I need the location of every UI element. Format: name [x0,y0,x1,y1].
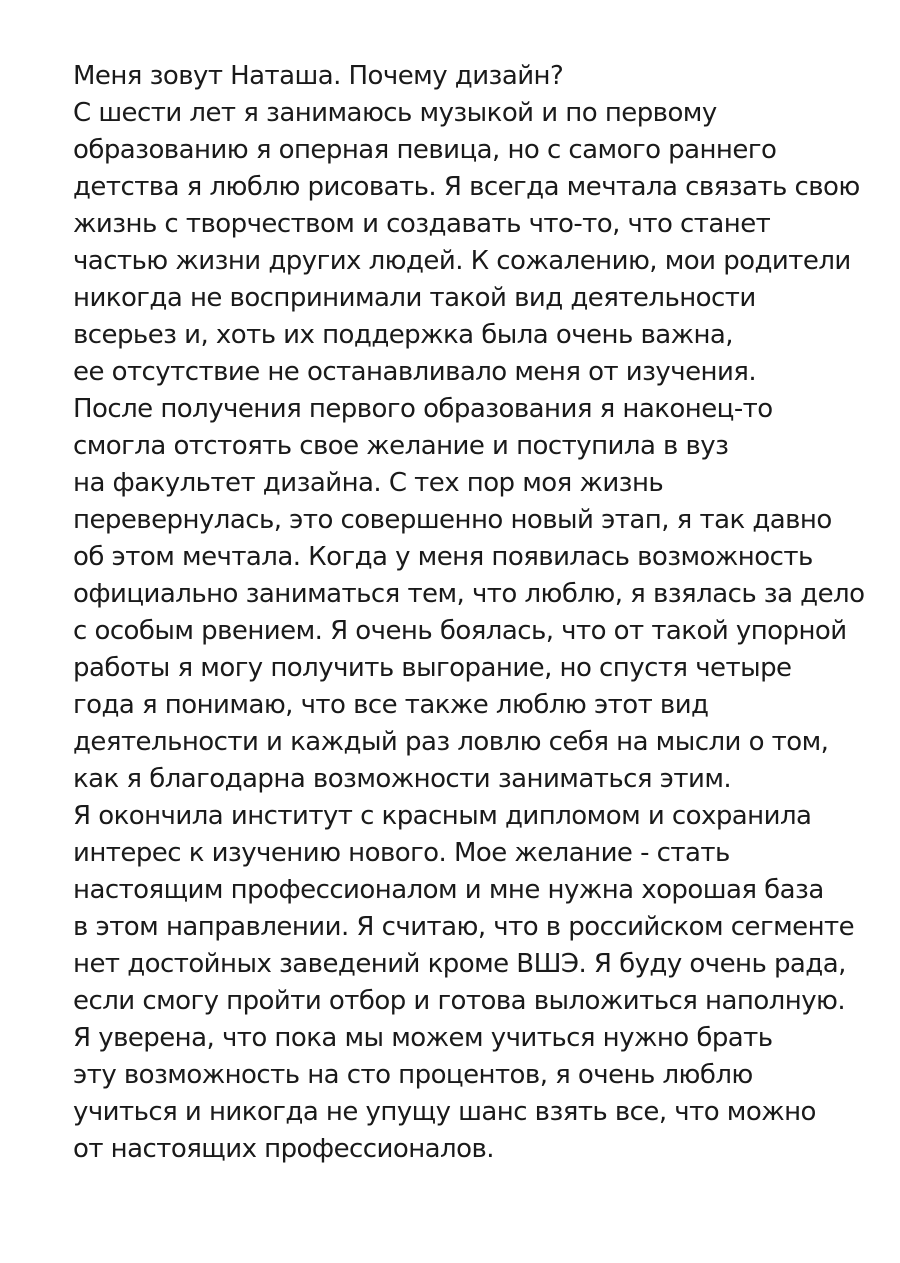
letter-line: если смогу пройти отбор и готова выложиться наполную. [73,986,846,1016]
letter-line: учиться и никогда не упущу шанс взять все, что можно [73,1097,816,1127]
letter-line: об этом мечтала. Когда у меня появилась возможность [73,542,813,572]
letter-line: работы я могу получить выгорание, но спустя четыре [73,653,792,683]
letter-line: от настоящих профессионалов. [73,1134,494,1164]
letter-line: жизнь с творчеством и создавать что-то, что станет [73,209,771,239]
letter-line: После получения первого образования я наконец-то [73,394,773,424]
letter-line: перевернулась, это совершенно новый этап, я так давно [73,505,832,535]
letter-line: как я благодарна возможности заниматься этим. [73,764,732,794]
letter-line: в этом направлении. Я считаю, что в российском сегменте [73,912,855,942]
letter-line: Меня зовут Наташа. Почему дизайн? [73,61,564,91]
letter-line: года я понимаю, что все также люблю этот вид [73,690,709,720]
letter-line: образованию я оперная певица, но с самого раннего [73,135,777,165]
letter-line: Я уверена, что пока мы можем учиться нужно брать [73,1023,773,1053]
letter-line: нет достойных заведений кроме ВШЭ. Я буду очень рада, [73,949,846,979]
letter-line: настоящим профессионалом и мне нужна хорошая база [73,875,824,905]
letter-line: интерес к изучению нового. Мое желание - стать [73,838,730,868]
letter-line: на факультет дизайна. С тех пор моя жизнь [73,468,664,498]
letter-line: деятельности и каждый раз ловлю себя на мысли о том, [73,727,829,757]
letter-line: Я окончила институт с красным дипломом и сохранила [73,801,812,831]
letter-line: никогда не воспринимали такой вид деятельности [73,283,756,313]
letter-line: частью жизни других людей. К сожалению, мои родители [73,246,851,276]
letter-line: смогла отстоять свое желание и поступила в вуз [73,431,729,461]
letter-line: ее отсутствие не останавливало меня от изучения. [73,357,757,387]
letter-line: с особым рвением. Я очень боялась, что от такой упорной [73,616,847,646]
letter-line: всерьез и, хоть их поддержка была очень важна, [73,320,734,350]
letter-line: эту возможность на сто процентов, я очень люблю [73,1060,753,1090]
letter-line: детства я люблю рисовать. Я всегда мечтала связать свою [73,172,860,202]
letter-line: С шести лет я занимаюсь музыкой и по первому [73,98,717,128]
letter-line: официально заниматься тем, что люблю, я взялась за дело [73,579,865,609]
letter-body [73,58,873,1168]
